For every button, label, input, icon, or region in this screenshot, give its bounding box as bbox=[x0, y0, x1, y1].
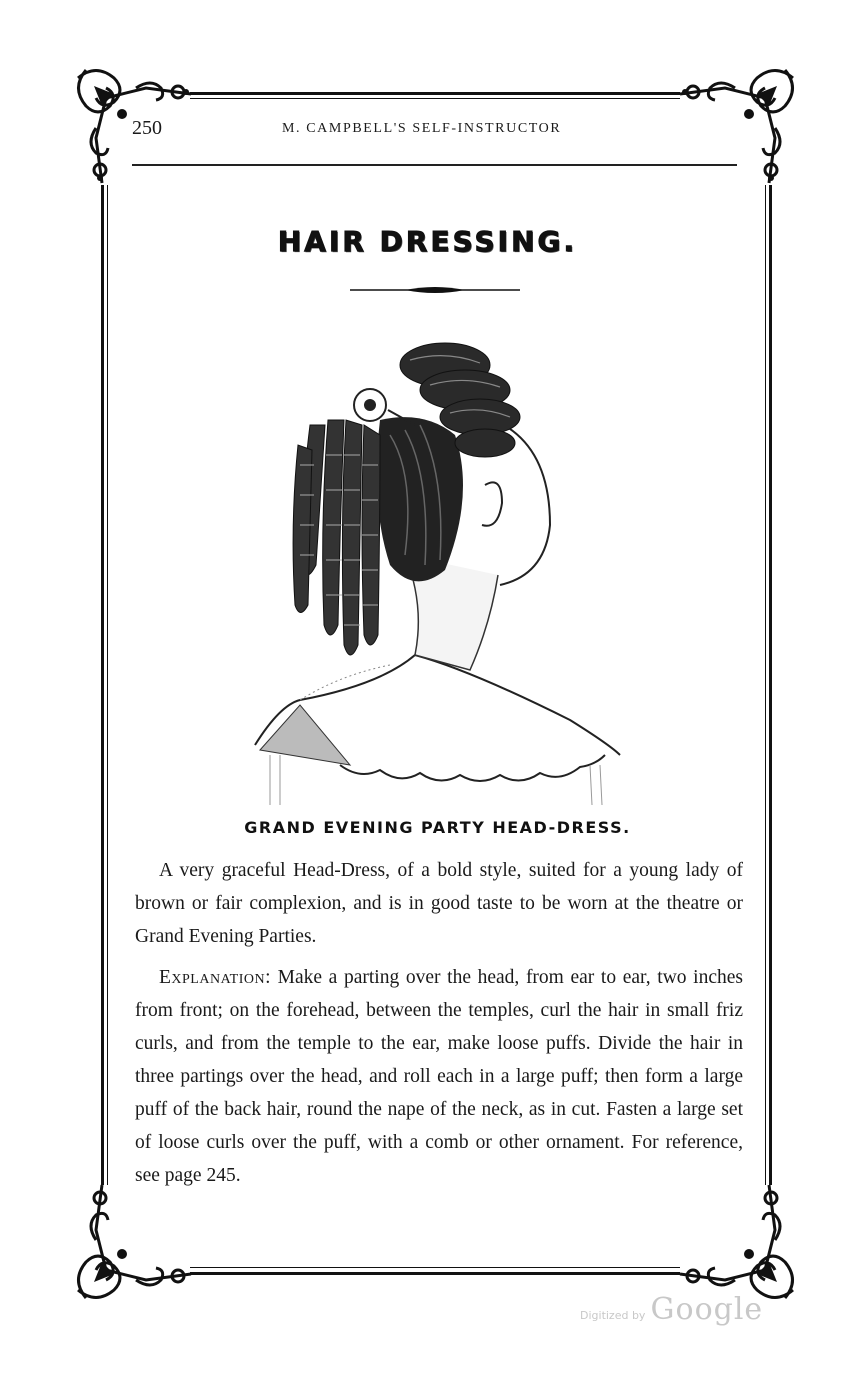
frame-bottom-line bbox=[190, 1272, 680, 1275]
paragraph-description: A very graceful Head-Dress, of a bold style, suited for a young lady of brown or fair complexion, and is in good taste to be worn at the theatre or Grand Evening Parties. bbox=[135, 860, 743, 947]
frame-bottom-line-inner bbox=[190, 1267, 680, 1268]
frame-top-line bbox=[190, 92, 680, 95]
page-number: 250 bbox=[132, 117, 162, 139]
frame-left-line bbox=[101, 185, 104, 1185]
corner-ornament-bottom-right-icon bbox=[675, 1180, 805, 1310]
frame-right-line bbox=[769, 185, 772, 1185]
page-title: HAIR DRESSING. bbox=[277, 225, 578, 258]
running-header bbox=[132, 117, 737, 143]
watermark-prefix: Digitized by bbox=[580, 1309, 646, 1322]
frame-top-line-inner bbox=[190, 98, 680, 99]
frame-left-line-inner bbox=[107, 185, 108, 1185]
explanation-text: Make a parting over the head, from ear to ear, two inches from front; on the forehead, between the temples, curl the hair in small friz curls, and from the temple to the ear, make loose puffs. Divide the hair in three partings over the head, and roll each in a large puff; then form a large puff of the back hair, round the nape of the neck, as in cut. Fasten a large set of loose curls over the puff, with a comb or other ornament. For reference, see page 245. bbox=[135, 967, 743, 1186]
digitized-watermark bbox=[580, 1292, 763, 1327]
explanation-label: Explanation: bbox=[159, 967, 271, 988]
watermark-brand: Google bbox=[650, 1292, 764, 1327]
head-dress-illustration-icon bbox=[240, 325, 630, 815]
running-head-title: M. CAMPBELL'S SELF-INSTRUCTOR bbox=[282, 121, 562, 136]
title-ornament-rule-icon bbox=[350, 283, 520, 297]
illustration-caption: GRAND EVENING PARTY HEAD-DRESS. bbox=[244, 818, 631, 837]
header-rule bbox=[132, 164, 737, 166]
corner-ornament-bottom-left-icon bbox=[66, 1180, 196, 1310]
frame-right-line-inner bbox=[765, 185, 766, 1185]
paragraph-explanation bbox=[135, 961, 743, 1192]
body-text bbox=[135, 854, 743, 1192]
